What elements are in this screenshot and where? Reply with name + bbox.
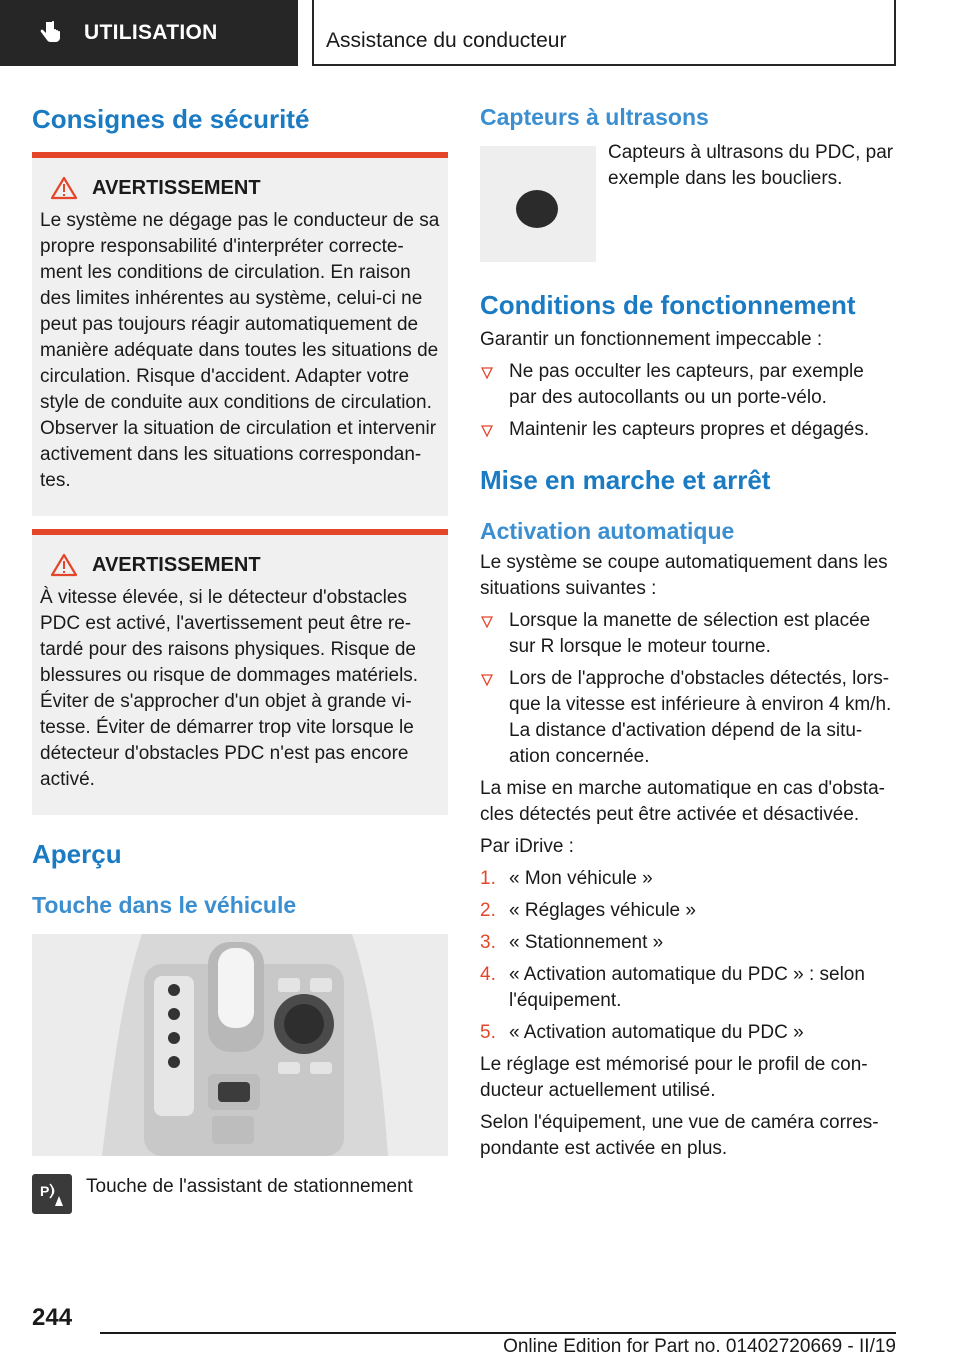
camera-text: Selon l'équipement, une vue de caméra corres-pondante est activée en plus. [480, 1111, 879, 1159]
list-item: Maintenir les capteurs propres et dégagés. [480, 417, 896, 443]
auto-list [480, 608, 896, 770]
subsection-box [312, 0, 896, 66]
triangle-bullet-icon [481, 425, 493, 437]
sensors-heading: Capteurs à ultrasons [480, 104, 709, 130]
subsection-title: Assistance du conducteur [326, 29, 567, 52]
onoff-heading: Mise en marche et arrêt [480, 464, 771, 495]
warning-box-1 [32, 152, 448, 516]
conditions-list [480, 359, 896, 443]
button-caption-row [32, 1174, 448, 1214]
safety-heading: Consignes de sécurité [32, 104, 310, 134]
list-item: 1. « Mon véhicule » [480, 867, 653, 889]
triangle-bullet-icon [481, 616, 493, 628]
page-number: 244 [32, 1304, 73, 1331]
center-console-image [32, 934, 448, 1156]
sensors-row [480, 141, 896, 262]
section-tab [0, 0, 298, 66]
page-header [0, 0, 960, 66]
section-title: UTILISATION [84, 21, 218, 44]
list-item: 2. « Réglages véhicule » [480, 899, 696, 921]
triangle-bullet-icon [481, 674, 493, 686]
list-item: Lorsque la manette de sélection est placée sur R lorsque le moteur tourne. [480, 608, 896, 660]
page-footer [0, 1290, 960, 1362]
button-heading: Touche dans le véhicule [32, 892, 297, 919]
list-item: Ne pas occulter les capteurs, par exemple par des autocollants ou un porte-vélo. [480, 359, 896, 411]
warning-label: AVERTISSEMENT [92, 176, 261, 199]
sensors-text: Capteurs à ultrasons du PDC, par exemple dans les boucliers. [608, 141, 894, 189]
edition-note: Online Edition for Part no. 01402720669 - II/19 [503, 1336, 896, 1357]
right-column [480, 100, 896, 1162]
ultrasonic-sensor-image [480, 146, 596, 262]
auto-activation-heading: Activation automatique [480, 517, 735, 544]
warning-box-2 [32, 529, 448, 815]
auto-intro: Le système se coupe automatiquement dans les situations suivantes : [480, 551, 888, 599]
warning-triangle-icon [50, 176, 78, 200]
footer-rule [100, 1332, 896, 1334]
parking-assistant-button-icon [32, 1174, 72, 1214]
warning-label: AVERTISSEMENT [92, 553, 261, 576]
warning-triangle-icon [50, 553, 78, 577]
left-column [32, 100, 448, 1214]
svg-text:P: P [40, 1182, 50, 1199]
list-item: 4. « Activation automatique du PDC » : selon l'équipement. [480, 963, 865, 1011]
warning-text: À vitesse élevée, si le détecteur d'obstacles PDC est activé, l'avertissement peut être re-tardé pour des raisons physiques. Risque de blessures ou risque de dommages matériels. Éviter de s'approcher d'un objet à grande vi-tesse. Éviter de démarrer trop vite lorsque le détecteur d'obstacles PDC n'est pas encore activé. [40, 587, 419, 791]
hand-pointer-icon [38, 20, 62, 46]
overview-heading: Aperçu [32, 839, 122, 870]
idrive-steps [480, 866, 896, 1046]
conditions-heading: Conditions de fonctionnement [480, 289, 856, 320]
idrive-label: Par iDrive : [480, 835, 574, 857]
list-item: 5. « Activation automatique du PDC » [480, 1021, 804, 1043]
warning-text: Le système ne dégage pas le conducteur de sa propre responsabilité d'interpréter correcte-ment les conditions de circulation. En raison des limites inhérentes au système, celui-ci ne peut pas toujours réagir automatiquement de manière adéquate dans toutes les situations de circulation. Risque d'accident. Adapter votre style de conduite aux conditions de circulation. Observer la situation de circulation et intervenir activement dans les situations correspondan-tes. [40, 210, 440, 492]
memo-text: Le réglage est mémorisé pour le profil de con-ducteur actuellement utilisé. [480, 1053, 868, 1101]
auto-note: La mise en marche automatique en cas d'obsta-cles détectés peut être activée et désactivée. [480, 777, 885, 825]
button-caption: Touche de l'assistant de stationnement [86, 1175, 413, 1197]
list-item: 3. « Stationnement » [480, 931, 664, 953]
list-item: Lors de l'approche d'obstacles détectés, lors-que la vitesse est inférieure à environ 4 km/h. La distance d'activation dépend de la situ-ation concernée. [480, 666, 896, 770]
triangle-bullet-icon [481, 367, 493, 379]
conditions-intro: Garantir un fonctionnement impeccable : [480, 328, 823, 350]
sensor-dot [516, 190, 558, 228]
